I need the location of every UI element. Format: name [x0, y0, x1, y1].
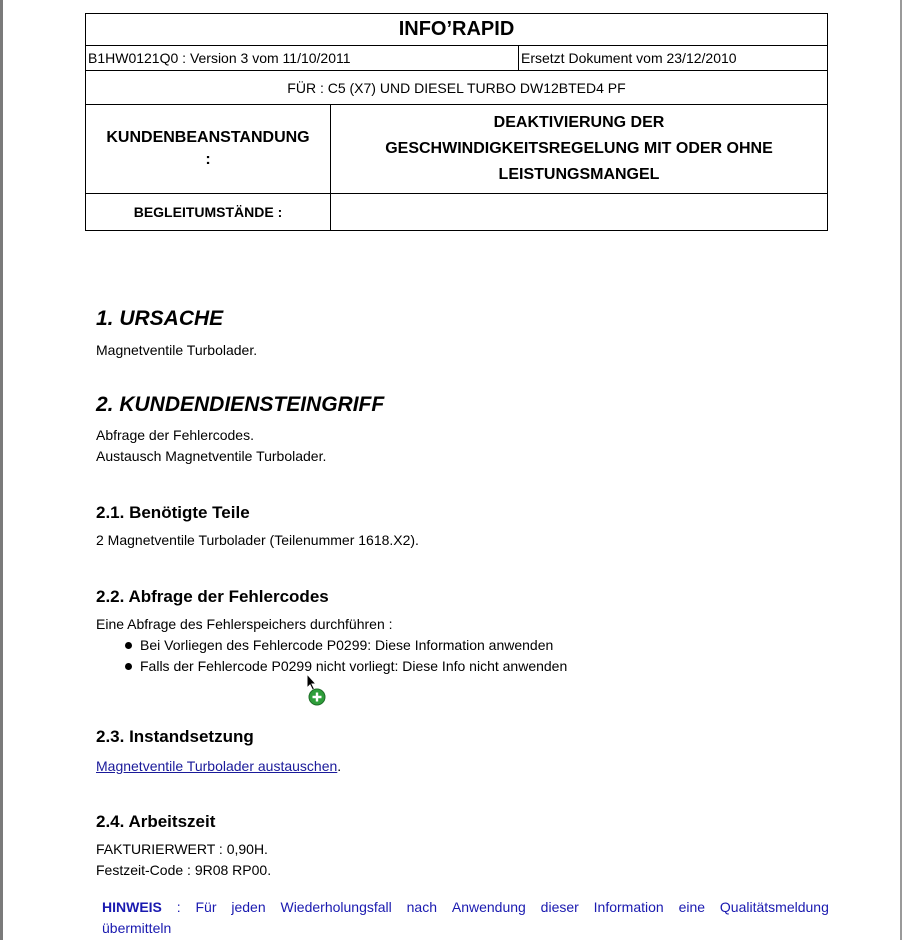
circumstances-value	[331, 194, 828, 231]
note-word: :	[176, 899, 181, 915]
section-2-line1: Abfrage der Fehlercodes.	[96, 427, 254, 443]
copy-cursor-icon	[306, 673, 330, 707]
vehicle-applicability: FÜR : C5 (X7) UND DIESEL TURBO DW12BTED4 PF	[86, 71, 828, 105]
complaint-label-line1: KUNDENBEANSTANDUNG	[106, 129, 310, 146]
note-word: Qualitätsmeldung	[719, 899, 829, 915]
note-word: Für	[195, 899, 217, 915]
document-title: INFO’RAPID	[86, 14, 828, 46]
circumstances-label: BEGLEITUMSTÄNDE :	[86, 194, 331, 231]
section-2-1-text: 2 Magnetventile Turbolader (Teilenummer 1618.X2).	[96, 532, 419, 548]
note-word: jeden	[231, 899, 266, 915]
document-reference: B1HW0121Q0 : Version 3 vom 11/10/2011	[86, 46, 519, 71]
replaces-document: Ersetzt Dokument vom 23/12/2010	[519, 46, 828, 71]
window-left-edge	[0, 0, 3, 940]
note-line2: übermitteln	[102, 920, 172, 936]
section-2-heading: 2. KUNDENDIENSTEINGRIFF	[96, 393, 385, 416]
billing-value: FAKTURIERWERT : 0,90H.	[96, 841, 268, 857]
link-suffix: .	[337, 758, 342, 774]
section-2-4-heading: 2.4. Arbeitszeit	[96, 812, 216, 831]
note-word: Information	[593, 899, 664, 915]
fault-code-list	[124, 635, 567, 677]
note-label: HINWEIS	[102, 899, 162, 915]
list-item: Bei Vorliegen des Fehlercode P0299: Diese Information anwenden	[124, 635, 567, 656]
complaint-value	[331, 105, 828, 194]
note-word: dieser	[540, 899, 579, 915]
complaint-label	[86, 105, 331, 194]
note-line1	[102, 897, 829, 918]
note-word: Anwendung	[451, 899, 526, 915]
section-2-line2: Austausch Magnetventile Turbolader.	[96, 448, 327, 464]
complaint-line1: DEAKTIVIERUNG DER	[493, 114, 665, 131]
complaint-line3: LEISTUNGSMANGEL	[498, 166, 660, 183]
time-code: Festzeit-Code : 9R08 RP00.	[96, 862, 272, 878]
section-2-2-intro: Eine Abfrage des Fehlerspeichers durchführen :	[96, 616, 393, 632]
section-2-3-heading: 2.3. Instandsetzung	[96, 727, 254, 746]
section-1-text: Magnetventile Turbolader.	[96, 342, 258, 358]
note-word: Wiederholungsfall	[280, 899, 392, 915]
section-2-3-text	[96, 756, 341, 777]
repair-procedure-link[interactable]: Magnetventile Turbolader austauschen	[96, 758, 338, 774]
section-2-2-heading: 2.2. Abfrage der Fehlercodes	[96, 587, 329, 606]
complaint-line2: GESCHWINDIGKEITSREGELUNG MIT ODER OHNE	[385, 140, 773, 157]
header-table	[85, 13, 828, 231]
complaint-label-line2: :	[205, 151, 211, 168]
note-word: eine	[678, 899, 706, 915]
section-1-heading: 1. URSACHE	[96, 307, 224, 330]
list-item: Falls der Fehlercode P0299 nicht vorliegt: Diese Info nicht anwenden	[124, 656, 567, 677]
note-block	[102, 897, 829, 939]
note-word: nach	[406, 899, 437, 915]
section-2-1-heading: 2.1. Benötigte Teile	[96, 503, 250, 522]
